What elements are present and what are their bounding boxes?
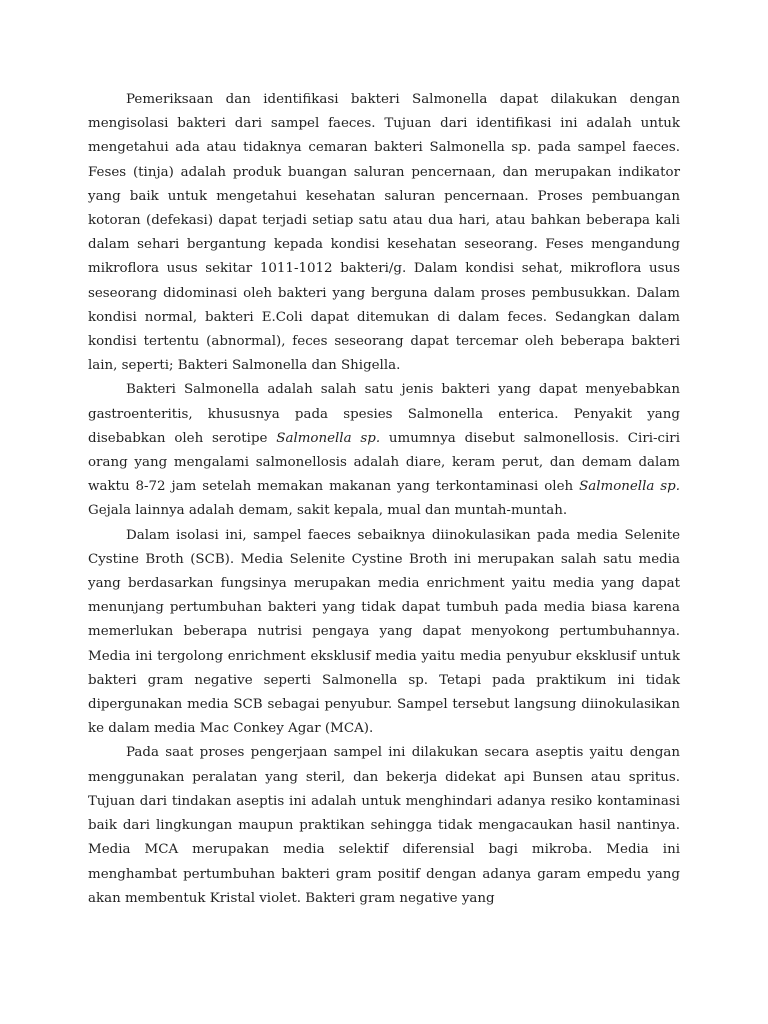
paragraph-text: Dalam isolasi ini, sampel faeces sebaiknya diinokulasikan pada media Selenite Cystine Broth (SCB). Media Selenite Cystine Broth ini merupakan salah satu media yang berdasarkan fungsinya merupakan media enrichment yaitu media yang dapat menunjang pertumbuhan bakteri yang tidak dapat tumbuh pada media biasa karena memerlukan beberapa nutrisi pengaya yang dapat menyokong pertumbuhannya. Media ini tergolong enrichment eksklusif media yaitu media penyubur eksklusif untuk bakteri gram negative seperti Salmonella sp. Tetapi pada praktikum ini tidak dipergunakan media SCB sebagai penyubur. Sampel tersebut langsung diinokulasikan ke dalam media Mac Conkey Agar (MCA). xyxy=(88,527,680,737)
paragraph-text: umumnya disebut salmonellosis. Ciri-ciri orang yang mengalami salmonellosis adalah diare, keram perut, dan demam dalam waktu 8-72 jam setelah memakan makanan yang terkontaminasi oleh xyxy=(88,430,680,495)
paragraph-4 xyxy=(88,741,680,910)
paragraph-3 xyxy=(88,524,680,742)
paragraph-1 xyxy=(88,88,680,378)
document-body xyxy=(88,88,680,911)
paragraph-text: Pemeriksaan dan identifikasi bakteri Salmonella dapat dilakukan dengan mengisolasi bakteri dari sampel faeces. Tujuan dari identifikasi ini adalah untuk mengetahui ada atau tidaknya cemaran bakteri Salmonella sp. pada sampel faeces. Feses (tinja) adalah produk buangan saluran pencernaan, dan merupakan indikator yang baik untuk mengetahui kesehatan saluran pencernaan. Proses pembuangan kotoran (defekasi) dapat terjadi setiap satu atau dua hari, atau bahkan beberapa kali dalam sehari bergantung kepada kondisi kesehatan seseorang. Feses mengandung mikroflora usus sekitar 1011-1012 bakteri/g. Dalam kondisi sehat, mikroflora usus seseorang didominasi oleh bakteri yang berguna dalam proses pembusukkan. Dalam kondisi normal, bakteri E.Coli dapat ditemukan di dalam feces. Sedangkan dalam kondisi tertentu (abnormal), feces seseorang dapat tercemar oleh beberapa bakteri lain, seperti; Bakteri Salmonella dan Shigella. xyxy=(88,92,680,374)
paragraph-text: Pada saat proses pengerjaan sampel ini dilakukan secara aseptis yaitu dengan menggunakan peralatan yang steril, dan bekerja didekat api Bunsen atau spritus. Tujuan dari tindakan aseptis ini adalah untuk menghindari adanya resiko kontaminasi baik dari lingkungan maupun praktikan sehingga tidak mengacaukan hasil nantinya. Media MCA merupakan media selektif diferensial bagi mikroba. Media ini menghambat pertumbuhan bakteri gram positif dengan adanya garam empedu yang akan membentuk Kristal violet. Bakteri gram negative yang xyxy=(88,745,680,906)
italic-species-name: Salmonella sp. xyxy=(579,479,680,495)
paragraph-text: Gejala lainnya adalah demam, sakit kepala, mual dan muntah-muntah. xyxy=(88,503,568,519)
paragraph-2 xyxy=(88,378,680,523)
paragraph-text: Bakteri Salmonella adalah salah satu jenis bakteri yang dapat menyebabkan gastroenteritis, khususnya pada spesies Salmonella enterica. Penyakit yang disebabkan oleh serotipe xyxy=(88,382,680,446)
italic-species-name: Salmonella sp. xyxy=(276,430,381,446)
